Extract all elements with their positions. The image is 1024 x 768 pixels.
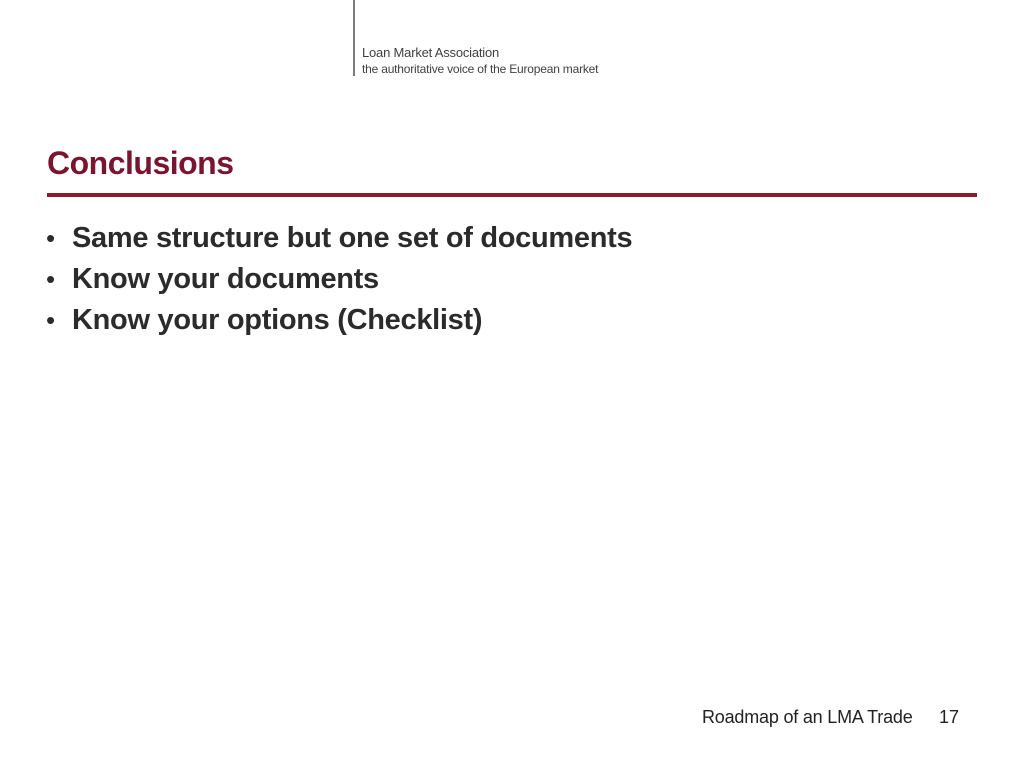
bullet-list	[46, 222, 632, 345]
title-underline	[47, 193, 977, 197]
bullet-item	[46, 222, 632, 263]
bullet-text: Same structure but one set of documents	[72, 222, 633, 254]
organization-name: Loan Market Association	[362, 45, 500, 60]
header-divider	[353, 0, 355, 76]
footer-presentation-title: Roadmap of an LMA Trade	[702, 707, 913, 727]
bullet-item	[46, 304, 632, 345]
organization-tagline: the authoritative voice of the European market	[362, 62, 599, 76]
bullet-text: Know your options (Checklist)	[72, 304, 483, 336]
page-number: 17	[939, 707, 960, 727]
bullet-item	[46, 263, 632, 304]
bullet-text: Know your documents	[72, 263, 379, 295]
bullet-icon: •	[46, 305, 55, 335]
slide-title: Conclusions	[47, 145, 234, 181]
bullet-icon: •	[46, 223, 55, 253]
bullet-icon: •	[46, 264, 55, 294]
